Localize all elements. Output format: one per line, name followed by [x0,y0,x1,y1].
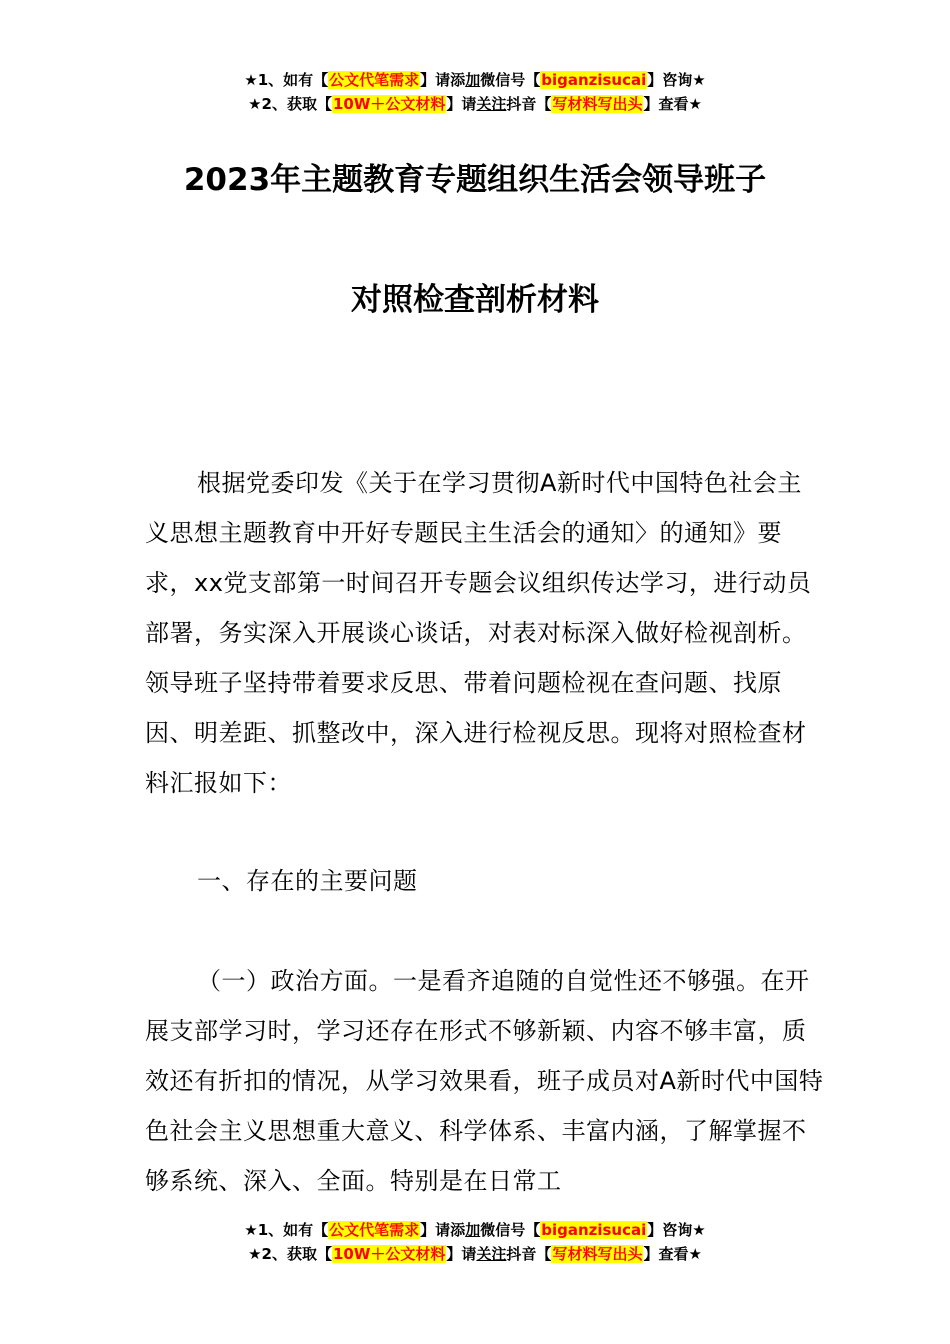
section-1-paragraph [145,956,825,1206]
banner-text: 】查看★ [643,1245,702,1263]
banner-text: ★1、如有【 [244,1221,329,1239]
highlight-douyin: 写材料写出头 [552,1245,643,1263]
banner-text: ★2、获取【 [248,1245,332,1263]
banner-text: ★2、获取【 [248,95,332,113]
banner-underlined: 关注 [476,95,507,113]
banner-underlined: 加 [465,71,481,89]
intro-text: 根据党委印发《关于在学习贯彻A新时代中国特色社会主义思想主题教育中开好专题民主生活会的通知〉的通知》要求，xx党支部第一时间召开专题会议组织传达学习，进行动员部署，务实深入开展谈心谈话，对表对标深入做好检视剖析。领导班子坚持带着要求反思、带着问题检视在查问题、找原因、明差距、抓整改中，深入进行检视反思。现将对照检查材料汇报如下： [145,469,812,797]
header-banner [0,68,950,116]
highlight-service: 公文代笔需求 [329,1221,420,1239]
banner-text: 抖音【 [506,1245,552,1263]
highlight-materials: 10W＋公文材料 [332,95,446,113]
banner-text: 微信号【 [480,71,541,89]
banner-text: 】咨询★ [647,1221,706,1239]
section-heading [145,856,825,906]
banner-text: 】查看★ [643,95,702,113]
banner-text: 】请添 [420,1221,466,1239]
section-1-heading: 一、存在的主要问题 [197,867,418,895]
highlight-materials: 10W＋公文材料 [332,1245,446,1263]
intro-paragraph [145,458,825,808]
section-1-text: （一）政治方面。一是看齐追随的自觉性还不够强。在开展支部学习时，学习还存在形式不够新颖、内容不够丰富，质效还有折扣的情况，从学习效果看，班子成员对A新时代中国特色社会主义思想重大意义、科学体系、丰富内涵，了解掌握不够系统、深入、全面。特别是在日常工 [145,967,824,1195]
banner-underlined: 加 [465,1221,481,1239]
document-title-line-2: 对照检查剖析材料 [351,282,599,318]
highlight-wechat-id: biganzisucai [541,1221,647,1239]
banner-line-1 [0,68,950,92]
banner-underlined: 关注 [476,1245,507,1263]
banner-text: 抖音【 [506,95,552,113]
banner-text: ★1、如有【 [244,71,329,89]
banner-text: 微信号【 [480,1221,541,1239]
banner-text: 】请 [446,95,477,113]
banner-text: 】请添 [420,71,466,89]
highlight-service: 公文代笔需求 [329,71,420,89]
footer-banner [0,1218,950,1266]
banner-text: 】咨询★ [647,71,706,89]
document-title-line-1: 2023年主题教育专题组织生活会领导班子 [183,162,767,198]
banner-text: 】请 [446,1245,477,1263]
banner-line-1 [0,1218,950,1242]
highlight-douyin: 写材料写出头 [552,95,643,113]
banner-line-2 [0,92,950,116]
banner-line-2 [0,1242,950,1266]
highlight-wechat-id: biganzisucai [541,71,647,89]
